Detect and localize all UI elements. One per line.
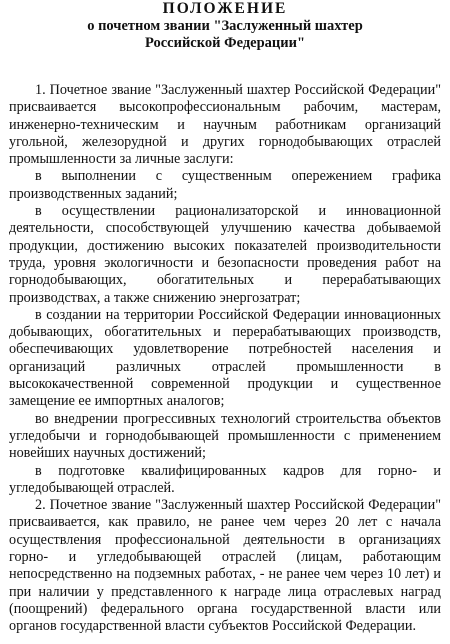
document-title: ПОЛОЖЕНИЕ: [162, 0, 288, 17]
paragraph-1: 1. Почетное звание "Заслуженный шахтер Российской Федерации" присваивается высокопрофессиональным рабочим, мастерам, инженерно-техническим и научным работникам организаций угольной, железорудной и других горнодобывающих отраслей промышленности за личные заслуги:: [9, 82, 441, 168]
paragraph-merit-innovation: в осуществлении рационализаторской и инновационной деятельности, способствующей улучшению качества добываемой продукции, достижению высоких показателей производительности труда, уровня экологичности и безопасности проведения работ на горнодобывающих, обогатительных и перерабатывающих производствах, а также снижению энергозатрат;: [9, 203, 441, 306]
subtitle-line-1: о почетном звании "Заслуженный шахтер: [87, 18, 363, 34]
paragraph-merit-schedule: в выполнении с существенным опережением графика производственных заданий;: [9, 168, 441, 202]
paragraph-2: 2. Почетное звание "Заслуженный шахтер Российской Федерации" присваивается, как правило, не ранее чем через 20 лет с начала осуществления профессиональной деятельности в организациях горно- и угледобывающей отраслей (лицам, работающим непосредственно на подземных работах, - не ранее чем через 10 лет) и при наличии у представленного к награде лица отраслевых наград (поощрений) федерального органа государственной власти или органов государственной власти субъектов Российской Федерации.: [9, 497, 441, 635]
document-body: [9, 82, 441, 636]
paragraph-merit-production: в создании на территории Российской Федерации инновационных добывающих, обогатительных и перерабатывающих производств, обеспечивающих удовлетворение потребностей населения и организаций различных отраслей промышленности в высококачественной современной продукции и существенное замещение ее импортных аналогов;: [9, 306, 441, 410]
subtitle-line-2: Российской Федерации": [144, 35, 306, 51]
paragraph-merit-technology: во внедрении прогрессивных технологий строительства объектов угледобычи и горнодобывающей промышленности с применением новейших научных достижений;: [9, 410, 441, 462]
paragraph-merit-training: в подготовке квалифицированных кадров для горно- и угледобывающей отраслей.: [9, 462, 441, 496]
document-subtitle: [9, 18, 441, 52]
